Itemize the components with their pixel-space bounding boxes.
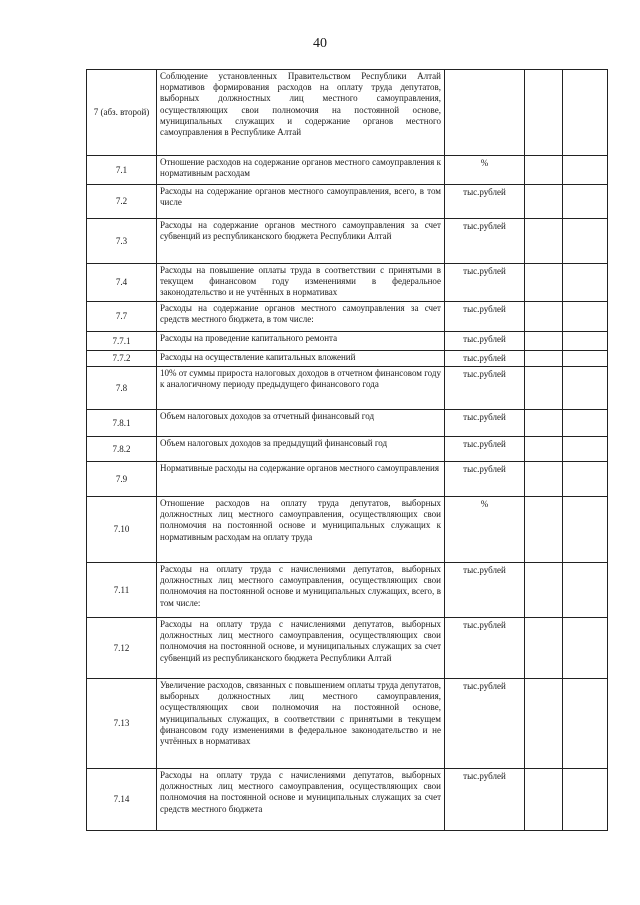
empty-cell (563, 437, 608, 462)
row-number: 7.2 (87, 185, 157, 219)
empty-cell (525, 410, 563, 437)
row-number: 7.9 (87, 462, 157, 497)
table-row (87, 367, 608, 410)
table-row (87, 332, 608, 351)
empty-cell (563, 563, 608, 618)
table-row (87, 219, 608, 264)
empty-cell (563, 769, 608, 831)
row-description: Объем налоговых доходов за отчетный финансовый год (157, 410, 445, 437)
page-number: 40 (313, 36, 327, 51)
row-number: 7.7.2 (87, 351, 157, 367)
empty-cell (525, 70, 563, 156)
table-row (87, 497, 608, 563)
row-unit: % (445, 156, 525, 185)
empty-cell (563, 70, 608, 156)
empty-cell (563, 618, 608, 679)
row-unit: тыс.рублей (445, 618, 525, 679)
empty-cell (563, 156, 608, 185)
table-row (87, 156, 608, 185)
row-description: 10% от суммы прироста налоговых доходов в отчетном финансовом году к аналогичному периоду предыдущего финансового года (157, 367, 445, 410)
row-unit: тыс.рублей (445, 563, 525, 618)
empty-cell (525, 156, 563, 185)
row-unit: тыс.рублей (445, 367, 525, 410)
row-number: 7.3 (87, 219, 157, 264)
row-description: Расходы на содержание органов местного самоуправления, всего, в том числе (157, 185, 445, 219)
row-unit: тыс.рублей (445, 264, 525, 302)
row-number: 7.8 (87, 367, 157, 410)
table-row (87, 437, 608, 462)
empty-cell (525, 367, 563, 410)
empty-cell (563, 497, 608, 563)
empty-cell (563, 462, 608, 497)
empty-cell (525, 351, 563, 367)
empty-cell (525, 462, 563, 497)
empty-cell (563, 302, 608, 332)
indicators-table (86, 69, 608, 831)
row-unit: % (445, 497, 525, 563)
empty-cell (525, 437, 563, 462)
empty-cell (563, 332, 608, 351)
empty-cell (563, 185, 608, 219)
empty-cell (525, 618, 563, 679)
empty-cell (525, 302, 563, 332)
row-number: 7.13 (87, 679, 157, 769)
row-description: Отношение расходов на содержание органов местного самоуправления к нормативным расходам (157, 156, 445, 185)
row-unit: тыс.рублей (445, 219, 525, 264)
table-row (87, 618, 608, 679)
row-description: Отношение расходов на оплату труда депутатов, выборных должностных лиц местного самоуправления, осуществляющих свои полномочия на постоянной основе и муниципальных служащих к нормативным расходам на оплату труда (157, 497, 445, 563)
row-number: 7.10 (87, 497, 157, 563)
empty-cell (563, 264, 608, 302)
row-number: 7.7.1 (87, 332, 157, 351)
row-number: 7.11 (87, 563, 157, 618)
table-row (87, 70, 608, 156)
row-description: Соблюдение установленных Правительством Республики Алтай нормативов формирования расходов на оплату труда депутатов, выборных должностных лиц местного самоуправления, осуществляющих свои полномочия на постоянной основе, муниципальных служащих и содержание органов местного самоуправления в Республике Алтай (157, 70, 445, 156)
row-unit (445, 70, 525, 156)
empty-cell (563, 410, 608, 437)
row-number: 7 (абз. второй) (87, 70, 157, 156)
empty-cell (563, 351, 608, 367)
empty-cell (525, 185, 563, 219)
table-row (87, 302, 608, 332)
row-unit: тыс.рублей (445, 302, 525, 332)
empty-cell (525, 679, 563, 769)
empty-cell (525, 332, 563, 351)
row-description: Расходы на оплату труда с начислениями депутатов, выборных должностных лиц местного самоуправления, осуществляющих свои полномочия на постоянной основе и муниципальных служащих, всего, в том числе: (157, 563, 445, 618)
row-number: 7.4 (87, 264, 157, 302)
row-number: 7.8.2 (87, 437, 157, 462)
table-row (87, 410, 608, 437)
row-unit: тыс.рублей (445, 351, 525, 367)
row-description: Расходы на оплату труда с начислениями депутатов, выборных должностных лиц местного самоуправления, осуществляющих свои полномочия на постоянной основе и муниципальных служащих за счет средств местного бюджета (157, 769, 445, 831)
row-unit: тыс.рублей (445, 410, 525, 437)
row-number: 7.7 (87, 302, 157, 332)
table-row (87, 563, 608, 618)
row-unit: тыс.рублей (445, 769, 525, 831)
empty-cell (525, 563, 563, 618)
row-number: 7.1 (87, 156, 157, 185)
row-unit: тыс.рублей (445, 437, 525, 462)
row-unit: тыс.рублей (445, 185, 525, 219)
empty-cell (525, 219, 563, 264)
row-number: 7.12 (87, 618, 157, 679)
row-description: Расходы на повышение оплаты труда в соответствии с принятыми в текущем финансовом году изменениями в федеральное законодательство и не учтённых в нормативах (157, 264, 445, 302)
empty-cell (525, 769, 563, 831)
empty-cell (525, 264, 563, 302)
row-unit: тыс.рублей (445, 332, 525, 351)
table-row (87, 264, 608, 302)
table-row (87, 462, 608, 497)
row-number: 7.14 (87, 769, 157, 831)
row-unit: тыс.рублей (445, 679, 525, 769)
empty-cell (563, 367, 608, 410)
empty-cell (563, 219, 608, 264)
empty-cell (525, 497, 563, 563)
row-description: Расходы на проведение капитального ремонта (157, 332, 445, 351)
row-description: Расходы на оплату труда с начислениями депутатов, выборных должностных лиц местного самоуправления, осуществляющих свои полномочия на постоянной основе, и муниципальных служащих за счет субвенций из республиканского бюджета Республики Алтай (157, 618, 445, 679)
empty-cell (563, 679, 608, 769)
row-description: Расходы на содержание органов местного самоуправления за счет субвенций из республиканского бюджета Республики Алтай (157, 219, 445, 264)
row-unit: тыс.рублей (445, 462, 525, 497)
row-description: Нормативные расходы на содержание органов местного самоуправления (157, 462, 445, 497)
row-description: Расходы на осуществление капитальных вложений (157, 351, 445, 367)
row-description: Объем налоговых доходов за предыдущий финансовый год (157, 437, 445, 462)
row-description: Увеличение расходов, связанных с повышением оплаты труда депутатов, выборных должностных лиц местного самоуправления, осуществляющих свои полномочия на постоянной основе, муниципальных служащих, в соответствии с принятыми в текущем финансовом году изменениями в федеральное законодательство и не учтённых в нормативах (157, 679, 445, 769)
table-row (87, 351, 608, 367)
table-row (87, 185, 608, 219)
row-description: Расходы на содержание органов местного самоуправления за счет средств местного бюджета, в том числе: (157, 302, 445, 332)
table-row (87, 769, 608, 831)
row-number: 7.8.1 (87, 410, 157, 437)
table-row (87, 679, 608, 769)
